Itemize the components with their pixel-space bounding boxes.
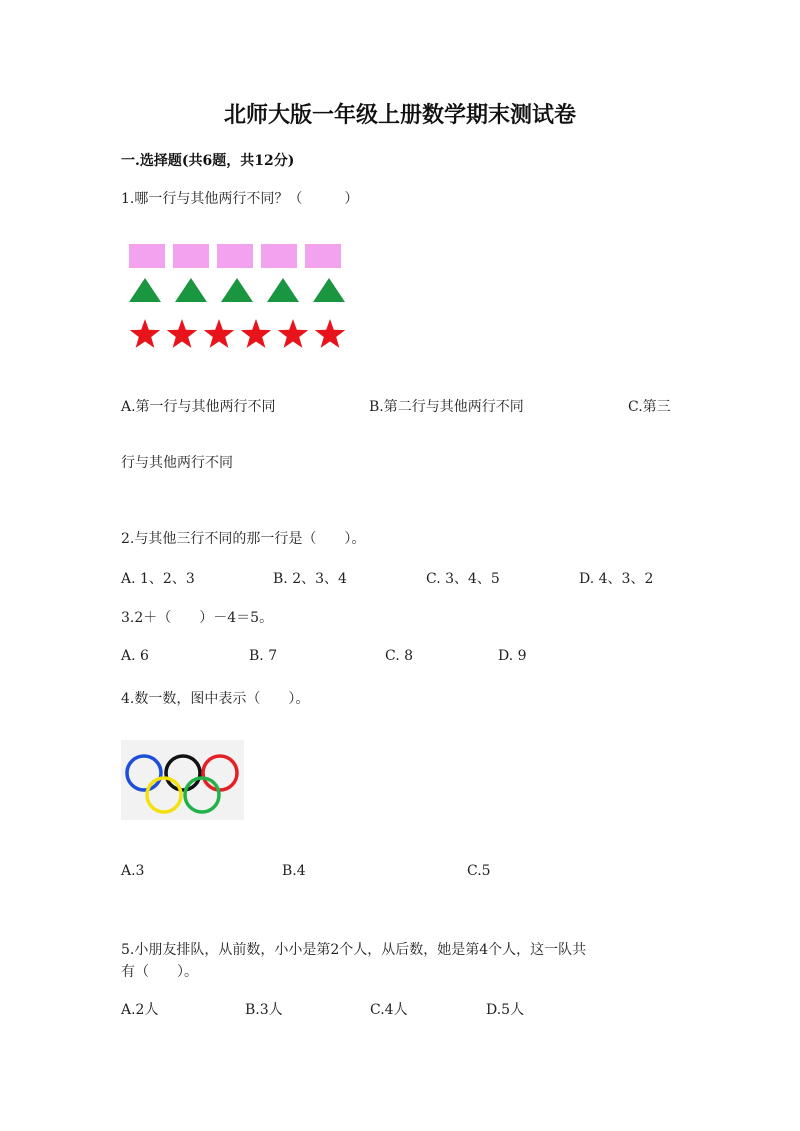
- pink-rectangle: [305, 244, 341, 268]
- question-3-text: 3.2＋（ ）－4＝5。: [121, 610, 274, 626]
- red-star: [315, 319, 345, 348]
- question-2-option-c[interactable]: C. 3、4、5: [426, 571, 500, 587]
- question-4-text: 4.数一数，图中表示（ ）。: [121, 691, 310, 707]
- question-2-option-b[interactable]: B. 2、3、4: [273, 571, 347, 587]
- red-star: [204, 319, 234, 348]
- red-star-row: [130, 319, 345, 348]
- question-1-option-c[interactable]: C.第三: [628, 399, 671, 415]
- green-triangle: [221, 278, 253, 302]
- olympic-rings-figure: [121, 740, 244, 820]
- question-3-option-d[interactable]: D. 9: [498, 648, 527, 664]
- question-3-option-a[interactable]: A. 6: [121, 648, 149, 664]
- question-5-option-a[interactable]: A.2人: [121, 1002, 159, 1018]
- pink-rectangle: [261, 244, 297, 268]
- red-star: [167, 319, 197, 348]
- question-2-option-a[interactable]: A. 1、2、3: [121, 571, 195, 587]
- red-star: [278, 319, 308, 348]
- question-1-figure: [121, 236, 353, 356]
- question-1-text: 1.哪一行与其他两行不同？（ ）: [121, 191, 359, 207]
- question-1-option-a[interactable]: A.第一行与其他两行不同: [121, 399, 276, 415]
- question-4-option-b[interactable]: B.4: [282, 863, 306, 879]
- question-5-option-c[interactable]: C.4人: [370, 1002, 408, 1018]
- blue-ring: [127, 756, 161, 790]
- green-triangle-row: [129, 278, 345, 302]
- pink-rectangle: [129, 244, 165, 268]
- question-5-text-cont: 有（ ）。: [121, 964, 198, 980]
- green-triangle: [129, 278, 161, 302]
- pink-rectangle: [217, 244, 253, 268]
- question-5-option-b[interactable]: B.3人: [245, 1002, 283, 1018]
- question-1-option-b[interactable]: B.第二行与其他两行不同: [369, 399, 524, 415]
- question-5-text: 5.小朋友排队，从前数，小小是第2个人，从后数，她是第4个人，这一队共: [121, 942, 587, 958]
- red-star: [241, 319, 271, 348]
- question-2-text: 2.与其他三行不同的那一行是（ ）。: [121, 531, 366, 547]
- section-heading: 一.选择题(共6题，共12分): [121, 153, 295, 169]
- green-triangle: [175, 278, 207, 302]
- question-2-option-d[interactable]: D. 4、3、2: [579, 571, 654, 587]
- question-4-option-c[interactable]: C.5: [467, 863, 491, 879]
- question-1-option-c-wrap: 行与其他两行不同: [121, 455, 233, 471]
- page-title: 北师大版一年级上册数学期末测试卷: [223, 102, 576, 128]
- black-ring: [166, 756, 200, 790]
- green-ring: [185, 778, 219, 812]
- red-star: [130, 319, 160, 348]
- green-triangle: [313, 278, 345, 302]
- question-5-option-d[interactable]: D.5人: [486, 1002, 525, 1018]
- yellow-ring: [147, 778, 181, 812]
- pink-rectangle-row: [129, 244, 341, 268]
- question-3-option-b[interactable]: B. 7: [249, 648, 278, 664]
- question-4-option-a[interactable]: A.3: [121, 863, 145, 879]
- red-ring: [203, 756, 237, 790]
- question-3-option-c[interactable]: C. 8: [385, 648, 414, 664]
- green-triangle: [267, 278, 299, 302]
- pink-rectangle: [173, 244, 209, 268]
